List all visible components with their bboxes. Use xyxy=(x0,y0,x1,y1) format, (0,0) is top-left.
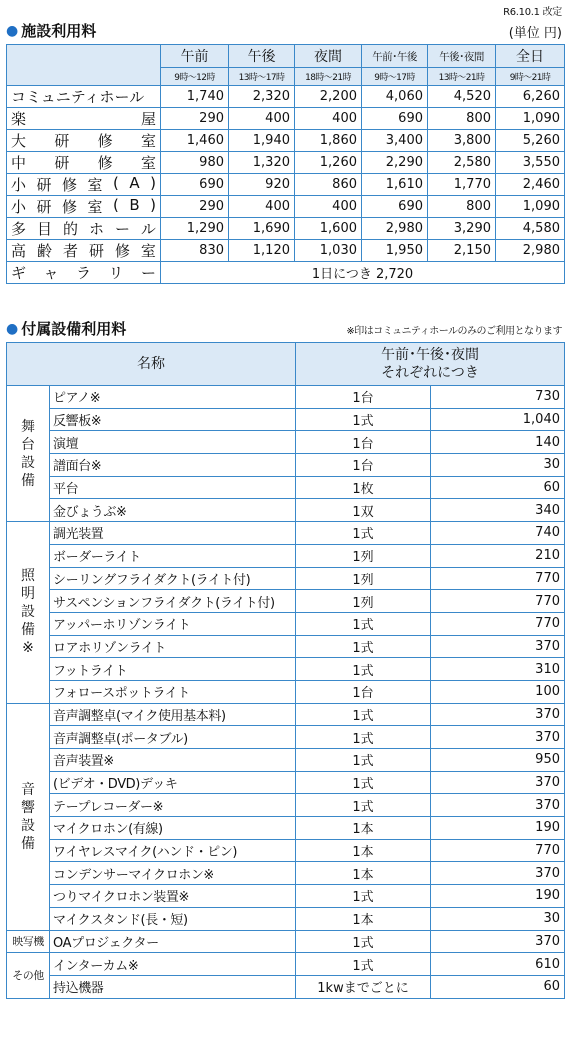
fee-value: 1,090 xyxy=(496,108,565,130)
equipment-unit: 1台 xyxy=(296,454,431,477)
equipment-unit: 1本 xyxy=(296,907,431,930)
fee-value: 290 xyxy=(161,108,229,130)
fee-value: 830 xyxy=(161,240,229,262)
facility-name-text xyxy=(11,130,156,151)
equipment-unit: 1式 xyxy=(296,749,431,772)
facility-name-text xyxy=(11,218,156,239)
table-row xyxy=(7,862,565,885)
fee-value: 290 xyxy=(161,196,229,218)
facility-name xyxy=(7,152,161,174)
facility-name-text xyxy=(11,240,156,261)
name-char: 修 xyxy=(114,242,130,260)
equipment-price: 370 xyxy=(431,703,565,726)
column-header: 午後･夜間 xyxy=(428,45,496,68)
table-row xyxy=(7,174,565,196)
equipment-price: 370 xyxy=(431,930,565,953)
facility-name-text xyxy=(11,174,156,195)
fee-value: 6,260 xyxy=(496,86,565,108)
name-char: 研 xyxy=(88,242,104,260)
table-row xyxy=(7,408,565,431)
name-char: 大 xyxy=(11,132,27,150)
facility-name-text xyxy=(11,108,156,129)
header-price-line1: 午前･午後･夜間 xyxy=(381,347,479,363)
name-char: 室 xyxy=(140,242,156,260)
column-header: 午後 xyxy=(229,45,295,68)
fee-value: 3,800 xyxy=(428,130,496,152)
facility-name xyxy=(7,262,161,284)
category-text: 音響設備 xyxy=(21,781,35,852)
table-row xyxy=(7,130,565,152)
column-header: 午前 xyxy=(161,45,229,68)
name-char: 目 xyxy=(36,220,52,238)
name-char: 室 xyxy=(140,132,156,150)
table-row xyxy=(7,499,565,522)
equipment-price: 100 xyxy=(431,680,565,703)
facility-fee-table xyxy=(6,44,565,284)
equipment-unit: 1式 xyxy=(296,794,431,817)
facility-name-text: コミュニティホール xyxy=(11,88,145,106)
equipment-name: 持込機器 xyxy=(50,975,296,998)
table-row xyxy=(7,817,565,840)
equipment-name: 音声装置※ xyxy=(50,749,296,772)
table-row xyxy=(7,612,565,635)
fee-value: 1,940 xyxy=(229,130,295,152)
name-char: ル xyxy=(140,220,156,238)
equipment-name: OAプロジェクター xyxy=(50,930,296,953)
table-row xyxy=(7,771,565,794)
name-char: 多 xyxy=(11,220,27,238)
table-row xyxy=(7,658,565,681)
fee-value: 1,460 xyxy=(161,130,229,152)
name-char: 楽 xyxy=(11,110,27,128)
fee-value: 2,980 xyxy=(496,240,565,262)
corner-cell xyxy=(7,45,161,86)
table-row xyxy=(7,930,565,953)
category-label xyxy=(7,386,50,522)
name-char: 齢 xyxy=(36,242,52,260)
facility-name xyxy=(7,218,161,240)
table-row xyxy=(7,680,565,703)
fee-value: 4,060 xyxy=(362,86,428,108)
equipment-fee-title: 付属設備利用料 xyxy=(21,320,127,338)
fee-value: 1,600 xyxy=(295,218,362,240)
gallery-fee: 1日につき 2,720 xyxy=(161,262,565,284)
equipment-fee-table xyxy=(6,342,565,999)
name-char: 研 xyxy=(36,176,52,194)
facility-fee-heading xyxy=(6,20,96,41)
table-row xyxy=(7,522,565,545)
equipment-unit: 1式 xyxy=(296,726,431,749)
equipment-price: 740 xyxy=(431,522,565,545)
table-row xyxy=(7,218,565,240)
name-char: ャ xyxy=(43,264,59,282)
equipment-unit: 1式 xyxy=(296,408,431,431)
table-row xyxy=(7,907,565,930)
name-char: 研 xyxy=(36,198,52,216)
column-time-range: 9時〜21時 xyxy=(496,68,565,86)
table-row xyxy=(7,975,565,998)
name-char: 室 xyxy=(87,176,103,194)
fee-value: 1,120 xyxy=(229,240,295,262)
fee-value: 800 xyxy=(428,108,496,130)
name-char: 屋 xyxy=(140,110,156,128)
table-row xyxy=(7,262,565,284)
fee-value: 1,260 xyxy=(295,152,362,174)
name-char: 修 xyxy=(62,198,78,216)
fee-value: 1,740 xyxy=(161,86,229,108)
fee-value: 800 xyxy=(428,196,496,218)
equipment-name: ボーダーライト xyxy=(50,544,296,567)
name-char: ) xyxy=(150,196,156,214)
fee-value: 690 xyxy=(161,174,229,196)
revision-date: R6.10.1 改定 xyxy=(503,7,562,18)
fee-value: 1,030 xyxy=(295,240,362,262)
name-char: リ xyxy=(108,264,124,282)
name-char: 研 xyxy=(54,132,70,150)
fee-value: 1,320 xyxy=(229,152,295,174)
equipment-unit: 1台 xyxy=(296,431,431,454)
equipment-price: 610 xyxy=(431,953,565,976)
equipment-unit: 1式 xyxy=(296,658,431,681)
equipment-name: 音声調整卓(マイク使用基本料) xyxy=(50,703,296,726)
table-row xyxy=(7,476,565,499)
equipment-unit: 1本 xyxy=(296,862,431,885)
table-row xyxy=(7,196,565,218)
facility-name xyxy=(7,196,161,218)
name-char: 研 xyxy=(54,154,70,172)
equipment-unit: 1台 xyxy=(296,680,431,703)
bullet-dot-icon: ● xyxy=(6,320,19,337)
table-row xyxy=(7,152,565,174)
table-row xyxy=(7,544,565,567)
equipment-unit: 1kwまでごとに xyxy=(296,975,431,998)
facility-name-text xyxy=(11,152,156,173)
equipment-name: サスペンションフライダクト(ライト付) xyxy=(50,590,296,613)
asterisk-note: ※印はコミュニティホールのみのご利用となります xyxy=(346,326,562,337)
unit-label: (単位 円) xyxy=(508,26,562,41)
equipment-price: 370 xyxy=(431,794,565,817)
equipment-unit: 1台 xyxy=(296,386,431,409)
name-char: ホ xyxy=(88,220,104,238)
equipment-price: 770 xyxy=(431,567,565,590)
equipment-name: 音声調整卓(ポータブル) xyxy=(50,726,296,749)
column-time-range: 9時〜17時 xyxy=(362,68,428,86)
fee-value: 3,550 xyxy=(496,152,565,174)
equipment-name: 反響板※ xyxy=(50,408,296,431)
equipment-price: 770 xyxy=(431,590,565,613)
table-row xyxy=(7,240,565,262)
equipment-unit: 1本 xyxy=(296,817,431,840)
facility-fee-title: 施設利用料 xyxy=(21,22,97,40)
fee-value: 2,460 xyxy=(496,174,565,196)
name-char: A xyxy=(129,174,140,192)
table-row xyxy=(7,703,565,726)
fee-value: 690 xyxy=(362,196,428,218)
table-row xyxy=(7,454,565,477)
header-name: 名称 xyxy=(7,343,296,386)
equipment-price: 770 xyxy=(431,839,565,862)
table-row xyxy=(7,386,565,409)
equipment-name: フットライト xyxy=(50,658,296,681)
name-char: 小 xyxy=(11,198,27,216)
table-row xyxy=(7,885,565,908)
fee-value: 4,520 xyxy=(428,86,496,108)
category-text: 舞台設備 xyxy=(21,418,35,489)
equipment-price: 190 xyxy=(431,817,565,840)
equipment-name: ワイヤレスマイク(ハンド・ピン) xyxy=(50,839,296,862)
facility-name xyxy=(7,240,161,262)
facility-name-text xyxy=(11,196,156,217)
name-char: 中 xyxy=(11,154,27,172)
equipment-name: ピアノ※ xyxy=(50,386,296,409)
equipment-price: 30 xyxy=(431,454,565,477)
equipment-name: マイクスタンド(長・短) xyxy=(50,907,296,930)
equipment-unit: 1式 xyxy=(296,635,431,658)
equipment-name: 金びょうぶ※ xyxy=(50,499,296,522)
category-label xyxy=(7,703,50,930)
fee-value: 4,580 xyxy=(496,218,565,240)
fee-value: 3,400 xyxy=(362,130,428,152)
fee-value: 2,580 xyxy=(428,152,496,174)
fee-value: 400 xyxy=(229,196,295,218)
fee-value: 2,150 xyxy=(428,240,496,262)
column-time-range: 13時〜21時 xyxy=(428,68,496,86)
category-label xyxy=(7,522,50,704)
name-char: 室 xyxy=(140,154,156,172)
name-char: ー xyxy=(114,220,130,238)
fee-value: 1,610 xyxy=(362,174,428,196)
equipment-price: 1,040 xyxy=(431,408,565,431)
equipment-price: 370 xyxy=(431,862,565,885)
fee-value: 2,980 xyxy=(362,218,428,240)
table-row xyxy=(7,431,565,454)
table-row xyxy=(7,108,565,130)
equipment-name: 平台 xyxy=(50,476,296,499)
facility-name xyxy=(7,174,161,196)
equipment-price: 210 xyxy=(431,544,565,567)
fee-value: 400 xyxy=(295,196,362,218)
table-row xyxy=(7,953,565,976)
fee-value: 1,090 xyxy=(496,196,565,218)
equipment-name: 調光装置 xyxy=(50,522,296,545)
bullet-dot-icon: ● xyxy=(6,22,19,39)
fee-value: 400 xyxy=(229,108,295,130)
equipment-name: 演壇 xyxy=(50,431,296,454)
fee-value: 690 xyxy=(362,108,428,130)
fee-value: 2,320 xyxy=(229,86,295,108)
equipment-name: 譜面台※ xyxy=(50,454,296,477)
equipment-unit: 1列 xyxy=(296,567,431,590)
equipment-price: 140 xyxy=(431,431,565,454)
fee-value: 1,290 xyxy=(161,218,229,240)
equipment-price: 60 xyxy=(431,975,565,998)
equipment-unit: 1列 xyxy=(296,544,431,567)
equipment-unit: 1式 xyxy=(296,930,431,953)
name-char: ( xyxy=(113,174,119,192)
facility-name-text xyxy=(11,262,156,283)
equipment-price: 310 xyxy=(431,658,565,681)
facility-name xyxy=(7,130,161,152)
equipment-unit: 1式 xyxy=(296,885,431,908)
name-char: 高 xyxy=(11,242,27,260)
category-label xyxy=(7,930,50,953)
equipment-price: 730 xyxy=(431,386,565,409)
header-price-line2: それぞれにつき xyxy=(381,365,479,381)
equipment-name: フォロースポットライト xyxy=(50,680,296,703)
category-text: その他 xyxy=(12,969,44,983)
category-text: 映写機 xyxy=(12,935,44,949)
equipment-unit: 1列 xyxy=(296,590,431,613)
name-char: ー xyxy=(140,264,156,282)
fee-value: 980 xyxy=(161,152,229,174)
equipment-name: マイクロホン(有線) xyxy=(50,817,296,840)
equipment-unit: 1式 xyxy=(296,771,431,794)
table-row xyxy=(7,839,565,862)
name-char: ラ xyxy=(75,264,91,282)
equipment-price: 370 xyxy=(431,635,565,658)
equipment-name: インターカム※ xyxy=(50,953,296,976)
equipment-unit: 1式 xyxy=(296,522,431,545)
equipment-price: 60 xyxy=(431,476,565,499)
equipment-name: テープレコーダー※ xyxy=(50,794,296,817)
equipment-name: ロアホリゾンライト xyxy=(50,635,296,658)
equipment-name: シーリングフライダクト(ライト付) xyxy=(50,567,296,590)
fee-value: 2,200 xyxy=(295,86,362,108)
name-char: 修 xyxy=(62,176,78,194)
header-price xyxy=(296,343,565,386)
table-row xyxy=(7,86,565,108)
facility-name xyxy=(7,86,161,108)
column-time-range: 9時〜12時 xyxy=(161,68,229,86)
name-char: 修 xyxy=(97,154,113,172)
equipment-unit: 1枚 xyxy=(296,476,431,499)
name-char: 室 xyxy=(87,198,103,216)
table-row xyxy=(7,726,565,749)
table-row xyxy=(7,749,565,772)
equipment-price: 30 xyxy=(431,907,565,930)
fee-value: 860 xyxy=(295,174,362,196)
equipment-fee-heading xyxy=(6,318,126,339)
equipment-name: コンデンサーマイクロホン※ xyxy=(50,862,296,885)
equipment-price: 370 xyxy=(431,726,565,749)
name-char: 小 xyxy=(11,176,27,194)
column-header: 午前･午後 xyxy=(362,45,428,68)
fee-value: 1,860 xyxy=(295,130,362,152)
name-char: ) xyxy=(150,174,156,192)
equipment-unit: 1本 xyxy=(296,839,431,862)
fee-value: 1,770 xyxy=(428,174,496,196)
fee-value: 920 xyxy=(229,174,295,196)
equipment-unit: 1双 xyxy=(296,499,431,522)
equipment-price: 190 xyxy=(431,885,565,908)
table-row xyxy=(7,567,565,590)
table-row xyxy=(7,590,565,613)
equipment-unit: 1式 xyxy=(296,703,431,726)
equipment-unit: 1式 xyxy=(296,612,431,635)
fee-value: 5,260 xyxy=(496,130,565,152)
table-row xyxy=(7,635,565,658)
fee-value: 1,690 xyxy=(229,218,295,240)
equipment-price: 770 xyxy=(431,612,565,635)
column-header: 夜間 xyxy=(295,45,362,68)
name-char: B xyxy=(129,196,140,214)
name-char: ギ xyxy=(11,264,27,282)
fee-value: 3,290 xyxy=(428,218,496,240)
equipment-unit: 1式 xyxy=(296,953,431,976)
equipment-name: つりマイクロホン装置※ xyxy=(50,885,296,908)
name-char: 的 xyxy=(62,220,78,238)
fee-value: 400 xyxy=(295,108,362,130)
fee-value: 2,290 xyxy=(362,152,428,174)
equipment-name: アッパーホリゾンライト xyxy=(50,612,296,635)
column-time-range: 18時〜21時 xyxy=(295,68,362,86)
name-char: 修 xyxy=(97,132,113,150)
category-text: 照明設備※ xyxy=(21,568,35,657)
category-label xyxy=(7,953,50,998)
equipment-name: (ビデオ・DVD)デッキ xyxy=(50,771,296,794)
table-row xyxy=(7,794,565,817)
fee-value: 1,950 xyxy=(362,240,428,262)
facility-name xyxy=(7,108,161,130)
column-header: 全日 xyxy=(496,45,565,68)
equipment-price: 340 xyxy=(431,499,565,522)
equipment-price: 950 xyxy=(431,749,565,772)
name-char: ( xyxy=(113,196,119,214)
equipment-price: 370 xyxy=(431,771,565,794)
column-time-range: 13時〜17時 xyxy=(229,68,295,86)
name-char: 者 xyxy=(62,242,78,260)
